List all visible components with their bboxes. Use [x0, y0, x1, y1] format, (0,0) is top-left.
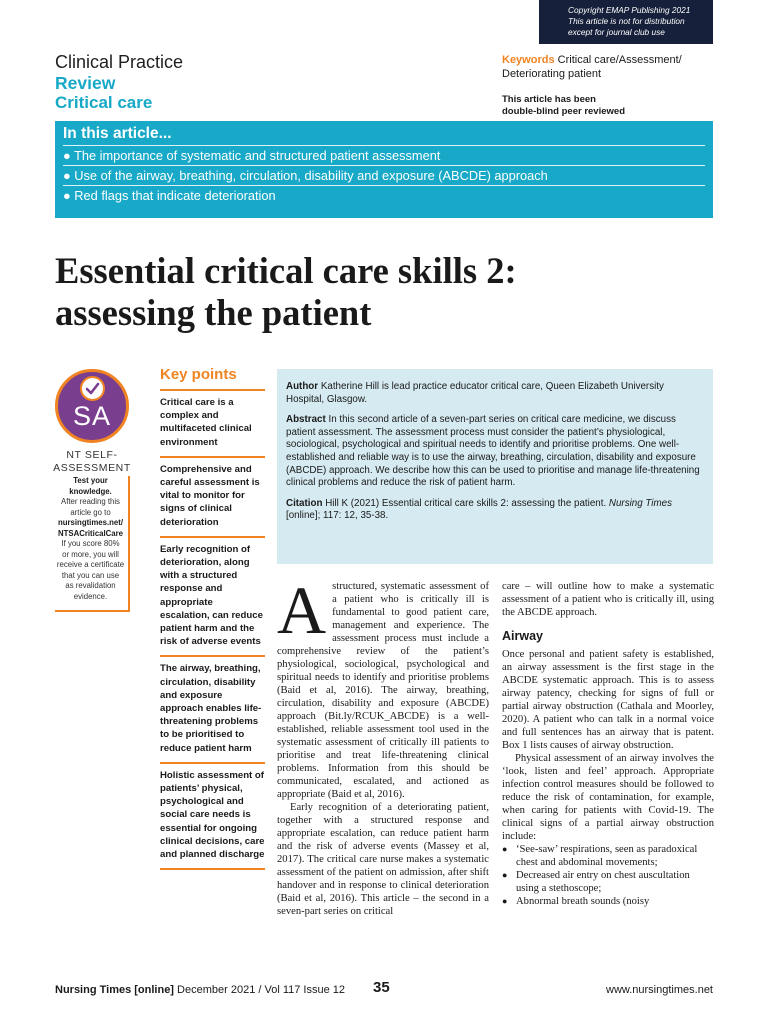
section-line-clinical-practice: Clinical Practice — [55, 52, 184, 72]
keywords-line: Critical care/Assessment/ — [557, 54, 682, 66]
copyright-notice — [539, 0, 713, 44]
keywords-label: Keywords — [502, 54, 555, 66]
in-this-article-box — [55, 121, 713, 218]
citation: Citation Hill K (2021) Essential critical care skills 2: assessing the patient. Nursing Times [online]; 117: 12, 35-38. — [286, 497, 672, 522]
in-this-article-item: ● The importance of systematic and structured patient assessment — [63, 146, 705, 166]
bullet-icon: ● — [63, 168, 75, 183]
drop-cap: A — [277, 572, 327, 648]
self-assessment-badge — [55, 369, 129, 443]
bullet-icon: ● — [63, 188, 75, 203]
footer-issue: December 2021 / Vol 117 Issue 12 — [177, 984, 346, 996]
checkmark-icon — [80, 376, 105, 401]
footer-journal: Nursing Times [online] — [55, 984, 174, 996]
list-item: ● ‘See-saw’ respirations, seen as paradoxical chest and abdominal movements; — [502, 843, 714, 869]
copyright-line: Copyright EMAP Publishing 2021 — [568, 5, 691, 15]
in-this-article-item: ● Use of the airway, breathing, circulation, disability and exposure (ABCDE) approach — [63, 166, 705, 186]
key-point-item: Holistic assessment of patients’ physical, psychological and social care needs is essential for ongoing clinical decisions, care and planned discharge — [160, 764, 265, 870]
page-number: 35 — [373, 979, 390, 996]
body-paragraph: Physical assessment of an airway involves the ‘look, listen and feel’ approach. Appropriate infection control measures should be followed to reduce the risk of contamination, for example, when caring for patients with Covid-19. The clinical signs of a partial airway obstruction include: — [502, 753, 714, 842]
keywords-line: Deteriorating patient — [502, 67, 602, 80]
body-paragraph: Early recognition of a deteriorating patient, together with a structured response and appropriate escalation, can reduce patient harm and the risk of adverse events (Massey et al, 2017). The critical care nurse makes a systematic assessment of the patient on admission, after shift handover and in response to clinical deterioration (Baid et al, 2016). This article – the second in a seven-part series on critical — [277, 802, 489, 917]
copyright-line: except for journal club use — [568, 27, 665, 37]
article-title-line: assessing the patient — [55, 292, 372, 333]
key-point-item: Comprehensive and careful assessment is vital to monitor for signs of clinical deterioration — [160, 458, 265, 538]
key-points — [160, 366, 265, 870]
peer-review-line: This article has been — [502, 94, 596, 105]
body-column-left — [277, 572, 489, 918]
footer-website-link[interactable]: www.nursingtimes.net — [606, 984, 713, 996]
checkmark-icon-svg — [82, 378, 103, 399]
body-paragraph: care – will outline how to make a systematic assessment of a patient who is critically ill, using the ABCDE approach. — [502, 581, 714, 618]
self-assessment-label: NT SELF- ASSESSMENT — [53, 449, 131, 474]
in-this-article-item: ● Red flags that indicate deterioration — [63, 188, 276, 203]
key-point-item: Critical care is a complex and multifaceted clinical environment — [160, 391, 265, 458]
self-assessment-instructions: Test your knowledge. After reading this article go to nursingtimes.net/ NTSACriticalCare If you score 80% or more, you will receive a certificate that you can use as revalidation evidence. — [55, 476, 130, 612]
author-info: Author Katherine Hill is lead practice educator critical care, Queen Elizabeth University Hospital, Glasgow. — [286, 381, 664, 405]
page-footer — [55, 980, 713, 1000]
abstract: Abstract In this second article of a seven-part series on critical care medicine, we discuss patient assessment. The assessment process must consider the patient’s physiological, sociological, psychological and spiritual needs to identify and prioritise problems. One well-established and reliable way is to use the airway, breathing, circulation, disability and exposure (ABCDE) approach. We describe how this can be used to prioritise and manage life-threatening clinical problems and reduce the risk of patient harm. — [286, 414, 700, 489]
section-heading — [55, 52, 183, 113]
peer-review-line: double-blind peer reviewed — [502, 106, 625, 117]
in-this-article-title: In this article... — [63, 125, 705, 146]
key-point-item: The airway, breathing, circulation, disability and exposure approach enables life-threatening problems to be prioritised to reduce patient harm — [160, 657, 265, 763]
body-paragraph: Astructured, systematic assessment of a patient who is critically ill is fundamental to good patient care, management and experience. The assessment process must include a comprehensive review of the patient’s physiological, sociological, psychological and spiritual needs to identify and prioritise problems (Baid et al, 2016). The airway, breathing, circulation, disability and exposure (ABCDE) approach (Bit.ly/RCUK_ABCDE) is a well-established, reliable assessment tool used in the systematic assessment of critically ill patients to prioritise and treat life-threatening clinical problems. Information from this should be communicated, escalated, and actioned as appropriate (Baid et al, 2016). — [277, 572, 489, 800]
section-line-review: Review — [55, 73, 116, 93]
body-paragraph: Once personal and patient safety is established, an airway assessment is the first stage in the ABCDE systematic approach. This is to assess airway patency, checking for signs of full or partial airway obstruction (Cathala and Moorley, 2020). A patient who can talk in a normal voice and full sentences has an airway that is patent. Box 1 lists causes of airway obstruction. — [502, 649, 714, 751]
airway-heading: Airway — [502, 629, 543, 643]
key-points-title: Key points — [160, 366, 265, 391]
list-item: ● Decreased air entry on chest auscultation using a stethoscope; — [502, 869, 714, 895]
self-assessment-link[interactable]: nursingtimes.net/ — [58, 518, 123, 527]
key-point-item: Early recognition of deterioration, along with a structured response and appropriate escalation, can reduce patient harm and the risk of adverse events — [160, 538, 265, 658]
keywords — [502, 54, 732, 81]
copyright-line: This article is not for distribution — [568, 16, 685, 26]
body-column-right — [502, 580, 714, 908]
article-title-line: Essential critical care skills 2: — [55, 250, 517, 291]
bullet-icon: ● — [63, 148, 75, 163]
signs-list — [502, 843, 714, 908]
abstract-box — [277, 369, 713, 564]
section-line-critical-care: Critical care — [55, 93, 153, 112]
peer-review-note — [502, 94, 722, 118]
self-assessment-link[interactable]: NTSACriticalCare — [58, 528, 123, 538]
self-assessment-badge-text: SA — [72, 401, 112, 431]
article-title — [55, 250, 715, 334]
list-item: ● Abnormal breath sounds (noisy — [502, 895, 714, 908]
